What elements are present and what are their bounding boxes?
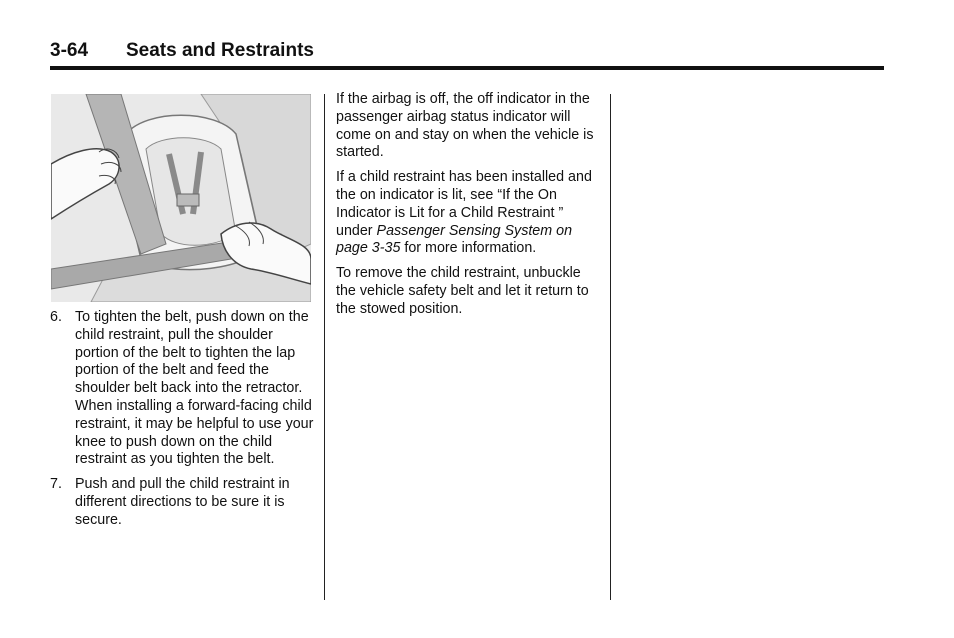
paragraph-text: If a child restraint has been installed and the on indicator is lit, see “If the On Indicator is Lit for a Child Restraint ” under <box>336 169 592 239</box>
cross-reference-link[interactable]: Passenger Sensing System on page 3‑35 <box>336 222 573 257</box>
remove-restraint-paragraph: To remove the child restraint, unbuckle the vehicle safety belt and let it return to the stowed position. <box>336 265 589 317</box>
right-column <box>336 91 598 326</box>
child-restraint-illustration <box>51 94 311 302</box>
step-number: 6. <box>50 309 62 325</box>
page-number: 3-64 <box>50 40 89 61</box>
instruction-steps <box>50 309 315 530</box>
airbag-off-paragraph: If the airbag is off, the off indicator in the passenger airbag status indicator will come on and stay on when the vehicle is started. <box>336 91 594 161</box>
page-header <box>50 38 884 70</box>
child-seat-belt-drawing <box>51 94 311 302</box>
column-divider <box>324 94 325 600</box>
left-column <box>50 309 315 537</box>
step-text: To tighten the belt, push down on the child restraint, pull the shoulder portion of the belt to tighten the lap portion of the belt and feed the shoulder belt back into the retractor. When installing a forward-facing child restraint, it may be helpful to use your knee to push down on the child restraint as you tighten the belt. <box>75 309 314 468</box>
column-divider <box>610 94 611 600</box>
paragraph-text: for more information. <box>400 240 537 257</box>
step-number: 7. <box>50 476 62 493</box>
step-item <box>50 476 315 529</box>
indicator-lit-paragraph <box>336 169 598 258</box>
step-text: Push and pull the child restraint in different directions to be sure it is secure. <box>75 476 290 528</box>
step-item <box>50 309 315 469</box>
section-title: Seats and Restraints <box>126 40 314 61</box>
